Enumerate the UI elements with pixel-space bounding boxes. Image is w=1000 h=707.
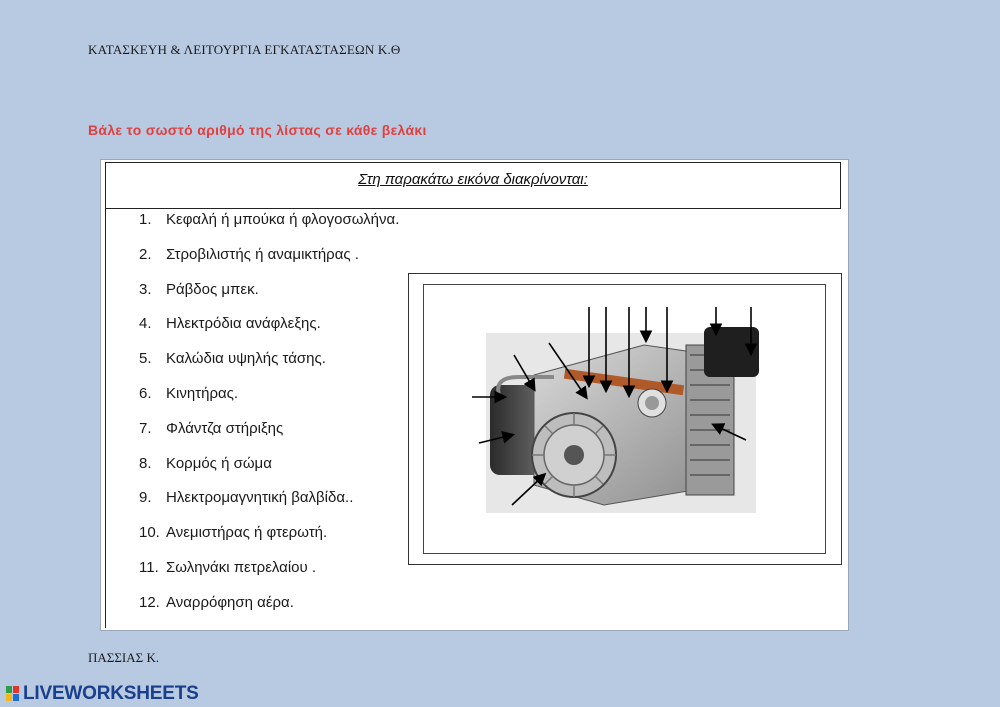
brand-name: LIVEWORKSHEETS xyxy=(23,683,199,704)
liveworksheets-logo xyxy=(6,684,199,704)
list-item: 1. Κεφαλή ή μπούκα ή φλογοσωλήνα. xyxy=(139,211,400,228)
list-item: 12. Αναρρόφηση αέρα. xyxy=(139,593,294,611)
list-item: 11. Σωληνάκι πετρελαίου . xyxy=(139,558,317,576)
burner-figure-frame xyxy=(408,273,842,565)
list-item: 5. Καλώδια υψηλής τάσης. xyxy=(139,350,326,368)
table-header-box xyxy=(105,162,841,209)
list-item: 4. Ηλεκτρόδια ανάφλεξης. xyxy=(139,315,321,333)
parts-list xyxy=(139,210,399,628)
author-signature: ΠΑΣΣΙΑΣ Κ. xyxy=(88,650,160,665)
list-item: 2. Στροβιλιστής ή αναμικτήρας . xyxy=(139,245,359,263)
table-heading: Στη παρακάτω εικόνα διακρίνονται: xyxy=(358,171,588,188)
list-item: 6. Κινητήρας. xyxy=(139,384,239,402)
instruction-text: Βάλε το σωστό αριθμό της λίστας σε κάθε βελάκι xyxy=(88,122,427,138)
oil-burner-illustration-icon xyxy=(424,285,825,553)
list-item: 8. Κορμός ή σώμα xyxy=(139,454,272,472)
worksheet-panel xyxy=(100,159,849,631)
list-item: 7. Φλάντζα στήριξης xyxy=(139,419,284,437)
table-border xyxy=(105,162,106,628)
liveworksheets-logo-icon xyxy=(6,686,20,702)
list-item: 3. Ράβδος μπεκ. xyxy=(139,280,259,298)
list-item: 10. Ανεμιστήρας ή φτερωτή. xyxy=(139,524,328,542)
list-item: 9. Ηλεκτρομαγνητική βαλβίδα.. xyxy=(139,489,354,507)
burner-figure xyxy=(423,284,826,554)
document-header-title: ΚΑΤΑΣΚΕΥΗ & ΛΕΙΤΟΥΡΓΙΑ ΕΓΚΑΤΑΣΤΑΣΕΩΝ Κ.Θ xyxy=(88,42,401,57)
